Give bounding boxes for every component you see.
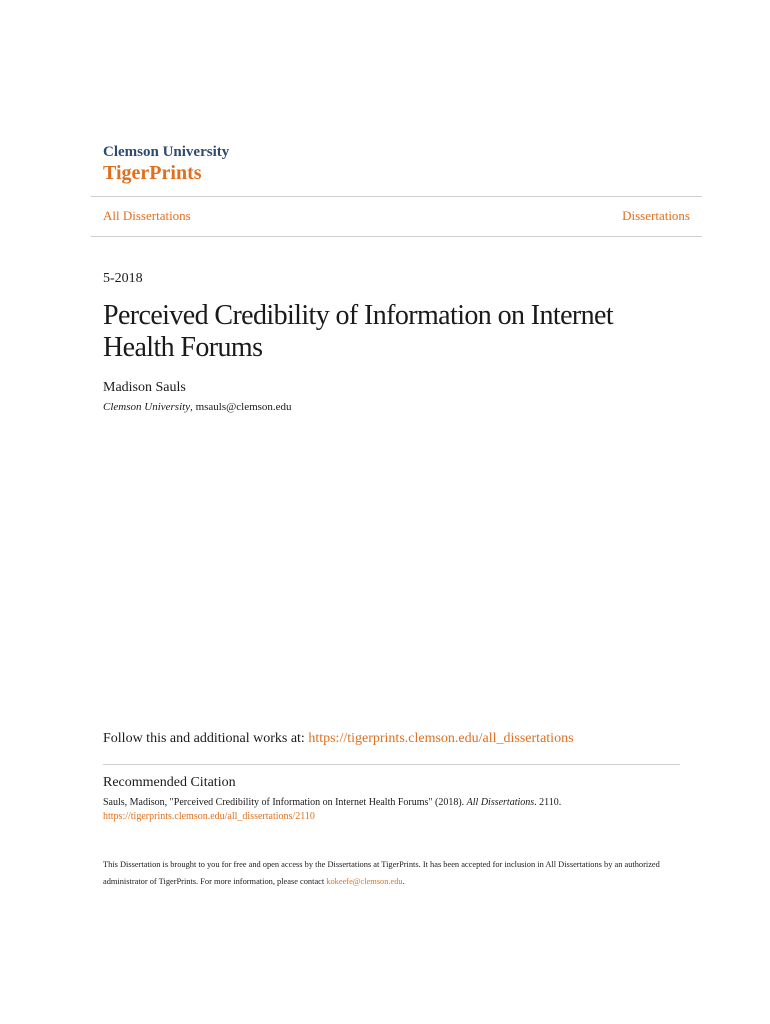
author-name: Madison Sauls xyxy=(103,380,186,395)
contact-email-link[interactable]: kokeefe@clemson.edu xyxy=(326,877,403,886)
document-title: Perceived Credibility of Information on Internet Health Forums xyxy=(103,300,614,363)
notice-text: This Dissertation is brought to you for free and open access by the Dissertations at TigerPrints. It has been accepted for inclusion in All Dissertations by an authorized administrator of TigerPrints. For more information, please contact xyxy=(103,860,660,886)
follow-line xyxy=(103,731,574,747)
collection-link[interactable]: https://tigerprints.clemson.edu/all_dissertations xyxy=(308,731,574,746)
institution-name[interactable]: Clemson University xyxy=(103,144,230,160)
affiliation-institution: Clemson University xyxy=(103,401,191,413)
citation-text xyxy=(103,797,561,808)
author-affiliation xyxy=(103,401,292,413)
header-divider-bottom xyxy=(91,236,702,237)
citation-number: . 2110. xyxy=(534,797,562,808)
all-dissertations-link[interactable]: All Dissertations xyxy=(103,208,191,223)
publication-date: 5-2018 xyxy=(103,271,143,286)
dissertations-link[interactable]: Dissertations xyxy=(622,208,690,223)
citation-series: All Dissertations xyxy=(466,797,535,808)
notice-end: . xyxy=(402,877,405,886)
access-notice xyxy=(103,856,678,890)
follow-text: Follow this and additional works at: xyxy=(103,731,309,746)
citation-divider xyxy=(103,764,680,765)
repository-name[interactable]: TigerPrints xyxy=(103,162,202,184)
author-email[interactable]: , msauls@clemson.edu xyxy=(190,401,292,413)
header-divider-top xyxy=(91,196,702,197)
citation-heading: Recommended Citation xyxy=(103,775,236,790)
citation-url-link[interactable]: https://tigerprints.clemson.edu/all_dissertations/2110 xyxy=(103,811,315,822)
citation-body: Sauls, Madison, "Perceived Credibility of Information on Internet Health Forums" (2018). xyxy=(103,797,467,808)
